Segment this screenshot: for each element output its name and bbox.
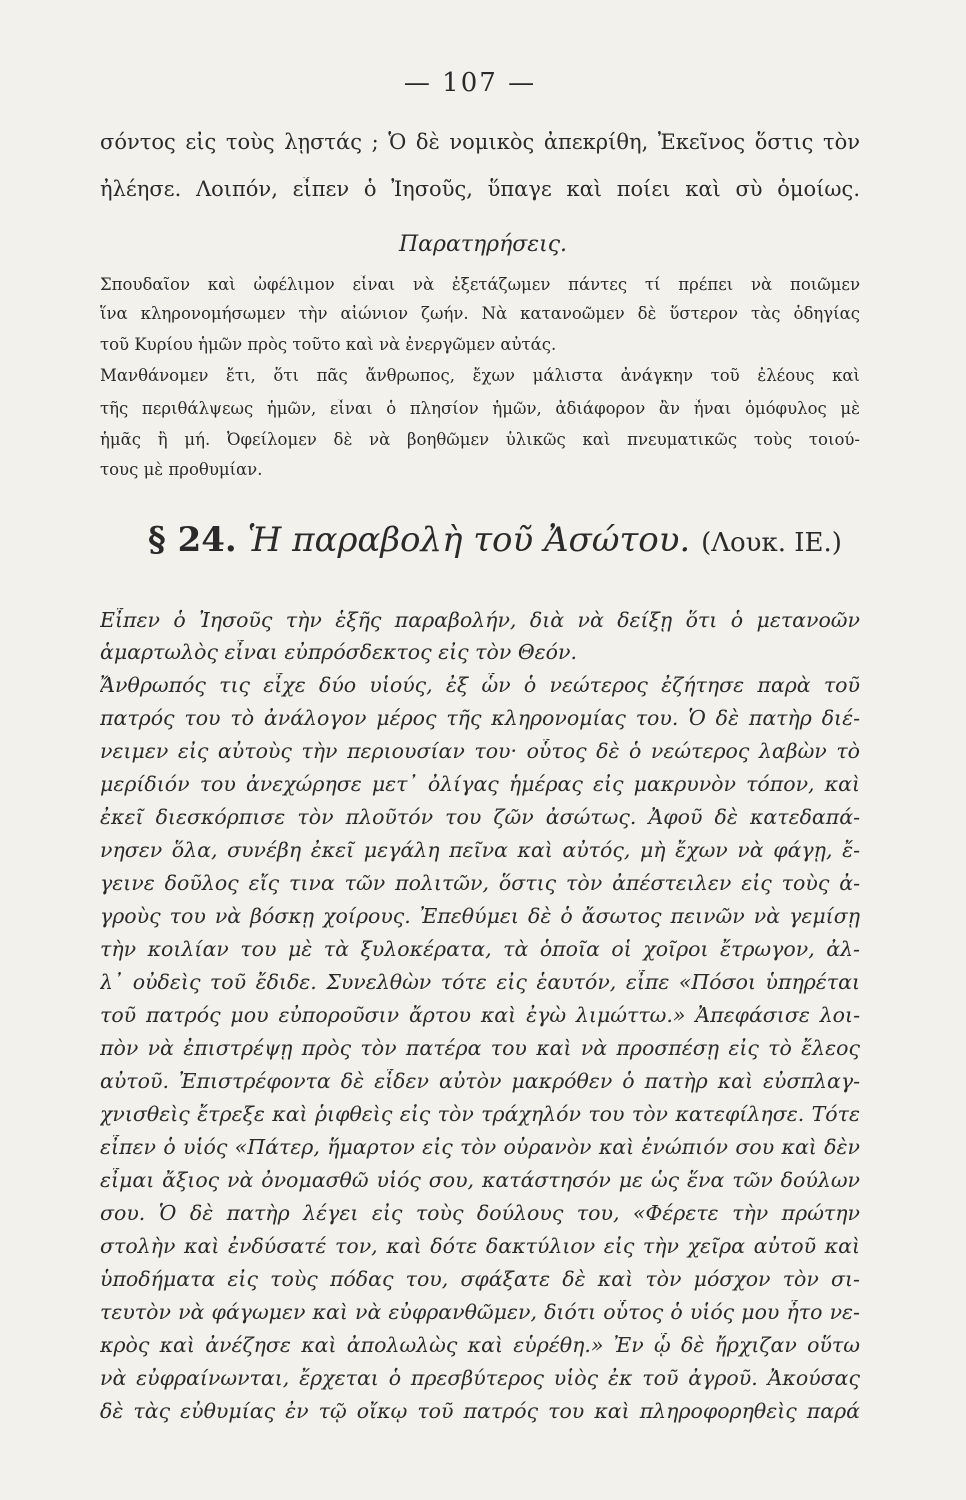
section-line: ὑποδήματα εἰς τοὺς πόδας του, σφάξατε δὲ καὶ τὸν μόσχον τὸν σι- (100, 1267, 860, 1291)
section-line: εἶπεν ὁ υἱός «Πάτερ, ἥμαρτον εἰς τὸν οὐρανὸν καὶ ἐνώπιόν σου καὶ δὲν (100, 1135, 860, 1159)
section-line: γεινε δοῦλος εἴς τινα τῶν πολιτῶν, ὅστις τὸν ἀπέστειλεν εἰς τοὺς ἀ- (100, 871, 860, 895)
section-line: μερίδιόν του ἀνεχώρησε μετ᾽ ὀλίγας ἡμέρας εἰς μακρυνὸν τόπον, καὶ (100, 772, 860, 796)
section-line: νειμεν εἰς αὐτοὺς τὴν περιουσίαν του· οὗτος δὲ ὁ νεώτερος λαβὼν τὸ (100, 739, 860, 763)
section-line: τὴν κοιλίαν του μὲ τὰ ξυλοκέρατα, τὰ ὁποῖα οἱ χοῖροι ἔτρωγον, ἀλ- (100, 937, 860, 961)
section-line: τοῦ πατρός μου εὐποροῦσιν ἄρτου καὶ ἐγὼ λιμώττω.» Ἀπεφάσισε λοι- (100, 1003, 860, 1027)
intro-line: ἠλέησε. Λοιπόν, εἶπεν ὁ Ἰησοῦς, ὕπαγε καὶ ποίει καὶ σὺ ὁμοίως. (100, 177, 860, 201)
section-line: νὰ εὐφραίνωνται, ἔρχεται ὁ πρεσβύτερος υἱὸς ἐκ τοῦ ἀγροῦ. Ἀκούσας (100, 1366, 860, 1390)
section-line: στολὴν καὶ ἐνδύσατέ τον, καὶ δότε δακτύλιον εἰς τὴν χεῖρα αὐτοῦ καὶ (100, 1234, 860, 1258)
section-number: § 24. (148, 520, 237, 560)
section-line: Εἶπεν ὁ Ἰησοῦς τὴν ἑξῆς παραβολήν, διὰ νὰ δείξῃ ὅτι ὁ μετανοῶν (100, 608, 860, 632)
section-heading (148, 520, 842, 560)
section-line: αὐτοῦ. Ἐπιστρέφοντα δὲ εἶδεν αὐτὸν μακρόθεν ὁ πατὴρ καὶ εὐσπλαγ- (100, 1069, 860, 1093)
section-line: ἁμαρτωλὸς εἶναι εὐπρόσδεκτος εἰς τὸν Θεόν. (100, 640, 577, 664)
section-line: νησεν ὅλα, συνέβη ἐκεῖ μεγάλη πεῖνα καὶ αὐτός, μὴ ἔχων νὰ φάγῃ, ἔ- (100, 838, 860, 862)
section-line: σου. Ὁ δὲ πατὴρ λέγει εἰς τοὺς δούλους του, «Φέρετε τὴν πρώτην (100, 1201, 860, 1225)
section-line: κρὸς καὶ ἀνέζησε καὶ ἀπολωλὼς καὶ εὑρέθη.» Ἐν ᾧ δὲ ἤρχιζαν οὕτω (100, 1333, 860, 1357)
section-line: γροὺς του νὰ βόσκῃ χοίρους. Ἐπεθύμει δὲ ὁ ἄσωτος πεινῶν νὰ γεμίσῃ (100, 904, 860, 928)
observations-heading: Παρατηρήσεις. (398, 232, 568, 257)
observation-line: Σπουδαῖον καὶ ὠφέλιμον εἶναι νὰ ἐξετάζωμεν πάντες τί πρέπει νὰ ποιῶμεν (100, 275, 860, 294)
section-line: Ἄνθρωπός τις εἶχε δύο υἱούς, ἐξ ὧν ὁ νεώτερος ἐζήτησε παρὰ τοῦ (100, 673, 860, 697)
section-reference: (Λουκ. ΙΕ.) (701, 528, 842, 558)
observation-line: ἡμᾶς ἢ μή. Ὀφείλομεν δὲ νὰ βοηθῶμεν ὑλικῶς καὶ πνευματικῶς τοὺς τοιού- (100, 430, 860, 449)
section-line: τευτὸν νὰ φάγωμεν καὶ νὰ εὐφρανθῶμεν, διότι οὗτος ὁ υἱός μου ἦτο νε- (100, 1300, 860, 1324)
section-line: πὸν νὰ ἐπιστρέψῃ πρὸς τὸν πατέρα του καὶ νὰ προσπέσῃ εἰς τὸ ἔλεος (100, 1036, 860, 1060)
intro-line: σόντος εἰς τοὺς λῃστάς ; Ὁ δὲ νομικὸς ἀπεκρίθη, Ἐκεῖνος ὅστις τὸν (100, 130, 860, 154)
section-line: λ᾽ οὐδεὶς τοῦ ἔδιδε. Συνελθὼν τότε εἰς ἑαυτόν, εἶπε «Πόσοι ὑπηρέται (100, 970, 860, 994)
section-line: δὲ τὰς εὐθυμίας ἐν τῷ οἴκῳ τοῦ πατρός του καὶ πληροφορηθεὶς παρά (100, 1399, 860, 1423)
section-line: ἐκεῖ διεσκόρπισε τὸν πλοῦτόν του ζῶν ἀσώτως. Ἀφοῦ δὲ κατεδαπά- (100, 805, 860, 829)
section-line: χνισθεὶς ἔτρεξε καὶ ῥιφθεὶς εἰς τὸν τράχηλόν του τὸν κατεφίλησε. Τότε (100, 1102, 860, 1126)
observation-line: ἵνα κληρονομήσωμεν τὴν αἰώνιον ζωήν. Νὰ κατανοῶμεν δὲ ὕστερον τὰς ὁδηγίας (100, 304, 860, 323)
page-number: — 107 — (403, 68, 537, 98)
section-line: πατρός του τὸ ἀνάλογον μέρος τῆς κληρονομίας του. Ὁ δὲ πατὴρ διέ- (100, 706, 860, 730)
observation-line: τῆς περιθάλψεως ἡμῶν, εἶναι ὁ πλησίον ἡμῶν, ἀδιάφορον ἂν ἦναι ὁμόφυλος μὲ (100, 399, 860, 418)
observation-line: τοῦ Κυρίου ἡμῶν πρὸς τοῦτο καὶ νὰ ἐνεργῶμεν αὐτάς. (100, 335, 557, 354)
observation-line: Μανθάνομεν ἔτι, ὅτι πᾶς ἄνθρωπος, ἔχων μάλιστα ἀνάγκην τοῦ ἐλέους καὶ (100, 366, 860, 385)
section-line: εἶμαι ἄξιος νὰ ὀνομασθῶ υἱός σου, κατάστησόν με ὡς ἕνα τῶν δούλων (100, 1168, 860, 1192)
section-title: Ἡ παραβολὴ τοῦ Ἀσώτου. (247, 520, 691, 560)
observation-line: τους μὲ προθυμίαν. (100, 460, 263, 479)
